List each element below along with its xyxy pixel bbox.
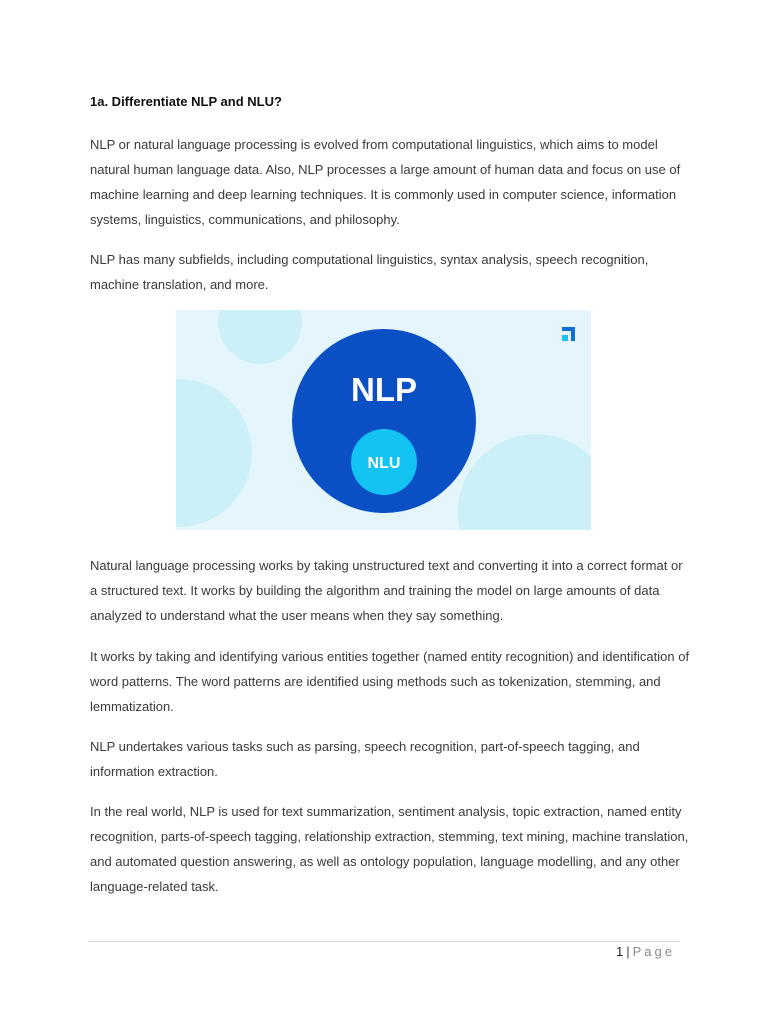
footer-separator: | [626, 944, 630, 959]
paragraph-nlp-definition: NLP or natural language processing is evolved from computational linguistics, which aims to model natural human language data. Also, NLP processes a large amount of human data and focus on use of machine learning and deep learning techniques. It is commonly used in computer science, information systems, linguistics, communications, and philosophy. [90, 137, 681, 227]
nlp-nlu-figure [176, 310, 591, 530]
paragraph-nlp-tasks: NLP undertakes various tasks such as parsing, speech recognition, part-of-speech tagging, and information extraction. [90, 739, 640, 779]
page-number: 1 [616, 944, 624, 959]
paragraph-how-nlp-works: Natural language processing works by taking unstructured text and converting it into a correct format or a structured text. It works by building the algorithm and training the model on large amounts of data analyzed to understand what the user means when they say something. [90, 558, 683, 623]
footer-divider [88, 941, 680, 942]
page-footer [616, 944, 675, 959]
paragraph-nlp-subfields: NLP has many subfields, including computational linguistics, syntax analysis, speech recognition, machine translation, and more. [90, 252, 649, 292]
page-word: Page [632, 944, 675, 959]
nlp-label: NLP [351, 371, 417, 408]
nlp-nlu-illustration [176, 310, 591, 530]
nlu-label: NLU [367, 455, 401, 472]
paragraph-entities: It works by taking and identifying various entities together (named entity recognition) and identification of word patterns. The word patterns are identified using methods such as tokenization, stemming, and lemmatization. [90, 649, 690, 714]
paragraph-real-world-uses: In the real world, NLP is used for text summarization, sentiment analysis, topic extraction, named entity recognition, parts-of-speech tagging, relationship extraction, stemming, text mining, machine translation, and automated question answering, as well as ontology population, language modelling, and any other language-related task. [90, 804, 689, 894]
section-heading: 1a. Differentiate NLP and NLU? [90, 94, 282, 109]
